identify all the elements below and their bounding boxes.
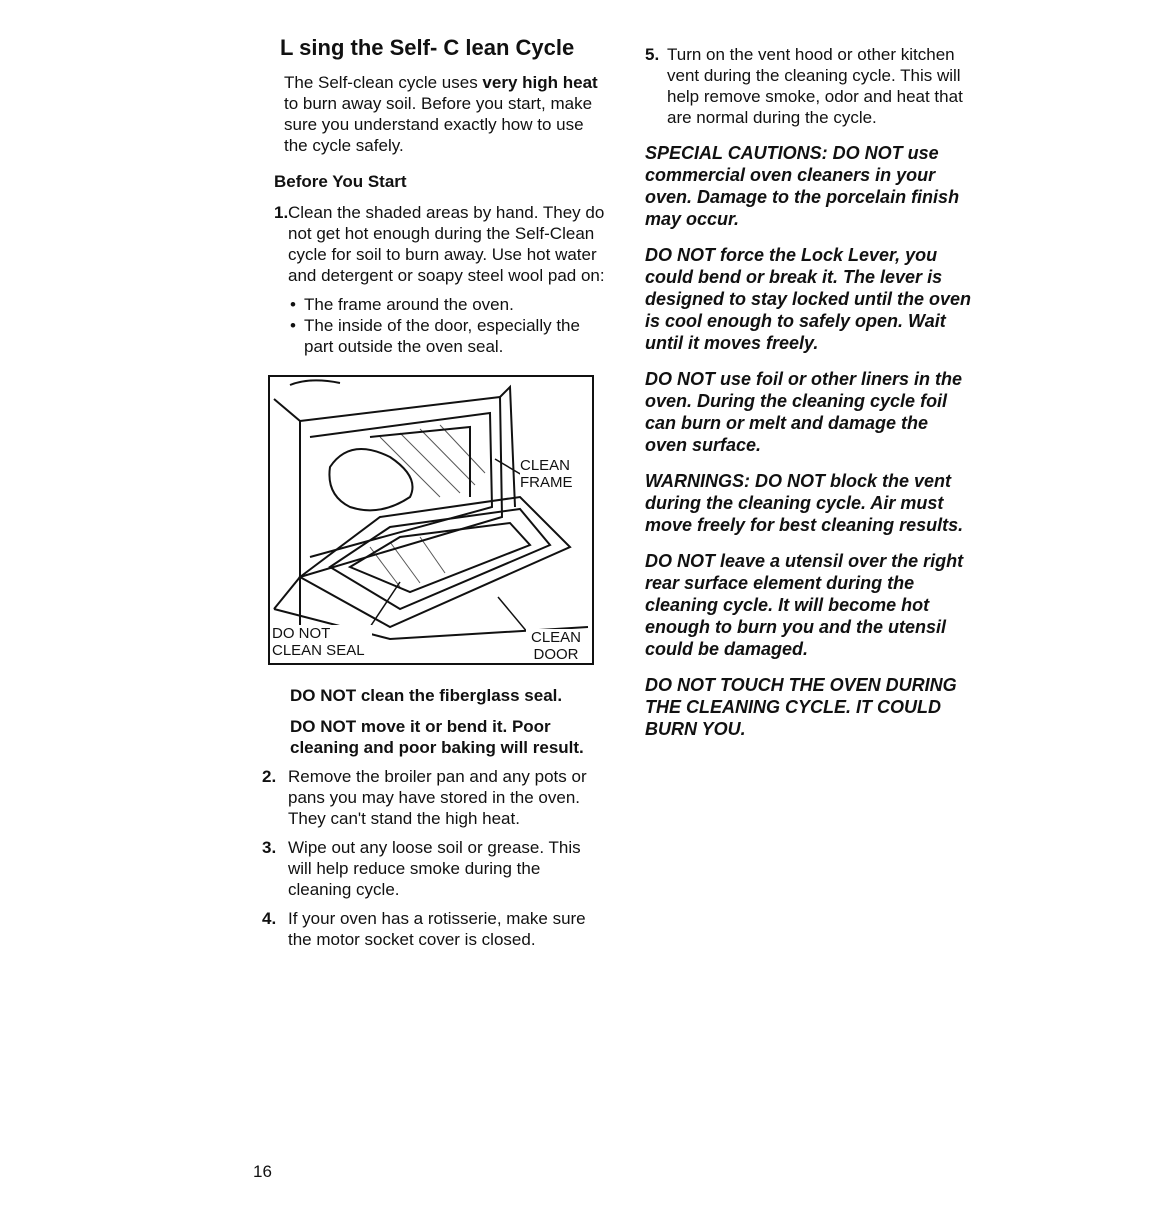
label-clean-frame: CLEAN FRAME	[520, 457, 580, 491]
step-2	[262, 766, 602, 829]
step-5	[645, 44, 975, 128]
step-number: 5.	[645, 45, 660, 64]
step-number: 1.	[274, 203, 289, 222]
page-title: L sing the Self- C lean Cycle	[280, 35, 575, 60]
step-text: Remove the broiler pan and any pots or pans you may have stored in the oven. They can't stand the high heat.	[288, 767, 587, 828]
step-1	[274, 202, 605, 286]
list-item: • The frame around the oven.	[288, 294, 594, 315]
step-text: Wipe out any loose soil or grease. This will help reduce smoke during the cleaning cycle.	[288, 838, 581, 899]
intro-text-2: to burn away soil. Before you start, make sure you understand exactly how to use the cycle safely.	[284, 94, 593, 155]
bullet-list	[288, 294, 602, 357]
step-number: 2.	[262, 767, 277, 786]
intro-text-1: The Self-clean cycle uses	[284, 73, 483, 92]
label-clean-door: CLEAN DOOR	[526, 629, 586, 663]
section-heading: Before You Start	[274, 172, 407, 191]
intro-paragraph	[284, 72, 609, 156]
oven-drawing	[270, 377, 592, 663]
caution-paragraph: DO NOT use foil or other liners in the oven. During the cleaning cycle foil can burn or melt and damage the oven surface.	[645, 369, 963, 455]
step-number: 3.	[262, 838, 277, 857]
step-text: Clean the shaded areas by hand. They do not get hot enough during the Self-Clean cycle for soil to burn away. Use hot water and detergent or soapy steel wool pad on:	[288, 203, 605, 285]
left-column	[262, 30, 605, 950]
caution-paragraph: DO NOT force the Lock Lever, you could bend or break it. The lever is designed to stay locked until the oven is cool enough to safely open. Wait until it moves freely.	[645, 245, 972, 353]
page-number: 16	[253, 1162, 272, 1181]
step-text: Turn on the vent hood or other kitchen vent during the cleaning cycle. This will help remove smoke, odor and heat that are normal during the cycle.	[667, 45, 963, 127]
caution-paragraph: SPECIAL CAUTIONS: DO NOT use commercial oven cleaners in your oven. Damage to the porcelain finish may occur.	[645, 143, 960, 229]
oven-illustration	[268, 375, 594, 665]
step-4	[262, 908, 602, 950]
caution-paragraph: WARNINGS: DO NOT block the vent during the cleaning cycle. Air must move freely for best cleaning results.	[645, 471, 964, 535]
caution-paragraph: DO NOT TOUCH THE OVEN DURING THE CLEANING CYCLE. IT COULD BURN YOU.	[645, 675, 957, 739]
label-do-not-clean-seal: DO NOT CLEAN SEAL	[272, 625, 372, 659]
seal-warning: DO NOT clean the fiberglass seal.	[290, 686, 563, 705]
list-item: • The inside of the door, especially the part outside the oven seal.	[288, 315, 594, 357]
right-column	[645, 44, 975, 740]
intro-emphasis: very high heat	[482, 73, 598, 92]
caution-paragraph: DO NOT leave a utensil over the right rear surface element during the cleaning cycle. It will become hot enough to burn you and the utensil could be damaged.	[645, 551, 964, 659]
seal-warning: DO NOT move it or bend it. Poor cleaning and poor baking will result.	[290, 717, 584, 757]
step-text: If your oven has a rotisserie, make sure the motor socket cover is closed.	[288, 909, 586, 949]
step-3	[262, 837, 602, 900]
step-number: 4.	[262, 909, 277, 928]
